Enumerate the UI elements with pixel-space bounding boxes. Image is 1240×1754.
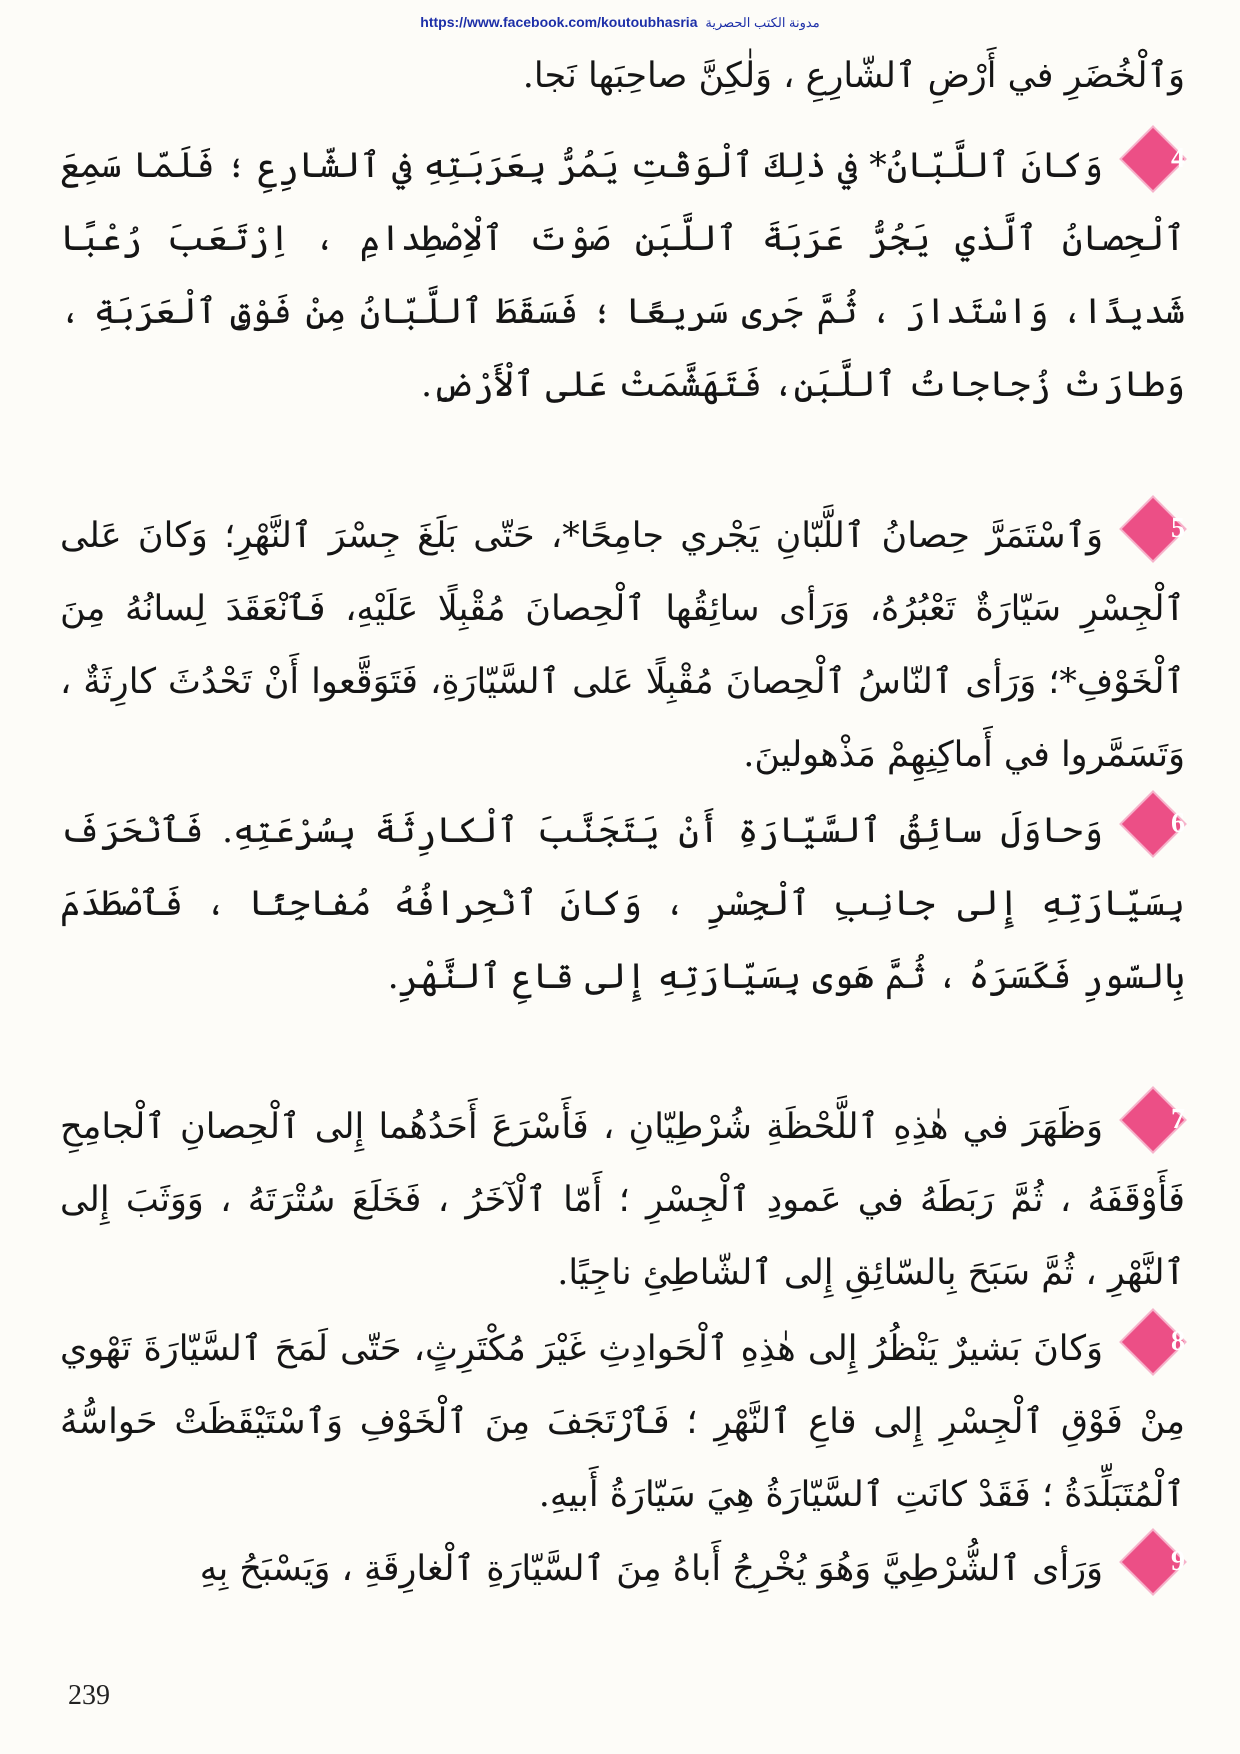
- paragraph-6: [60, 792, 1185, 1014]
- page-number: 239: [68, 1680, 110, 1711]
- paragraph-number: 9: [1171, 1546, 1185, 1577]
- paragraph-number: 4: [1171, 143, 1185, 174]
- paragraph-number-badge: [1121, 497, 1185, 561]
- paragraph-number: 5: [1171, 513, 1185, 544]
- paragraph-text: وَٱسْتَمَرَّ حِصانُ ٱللَّبّانِ يَجْري جامِحًا*، حَتّى بَلَغَ جِسْرَ ٱلنَّهْرِ؛ وَكانَ عَلى ٱلْجِسْرِ سَيّارَةٌ تَعْبُرُهُ، وَرَأى سائِقُها ٱلْحِصانَ مُقْبِلًا عَلَيْهِ، فَٱنْعَقَدَ لِسانُهُ مِنَ ٱلْخَوْفِ*؛ وَرَأى ٱلنّاسُ ٱلْحِصانَ مُقْبِلًا عَلى ٱلسَّيّارَةِ، فَتَوَقَّعوا أَنْ تَحْدُثَ كارِثَةٌ ، وَتَسَمَّروا في أَماكِنِهِمْ مَذْهولينَ.: [60, 516, 1185, 775]
- paragraph-8: [60, 1310, 1185, 1532]
- paragraph-text: وَحاوَلَ سائِقُ ٱلسَّيّارَةِ أَنْ يَتَجَنَّبَ ٱلْكارِثَةَ بِسُرْعَتِهِ. فَٱنْحَرَفَ بِسَيّارَتِهِ إِلى جانِبِ ٱلْجِسْرِ ، وَكانَ ٱنْحِرافُهُ مُفاجِئًا ، فَٱصْطَدَمَ بِالسّورِ فَكَسَرَهُ ، ثُمَّ هَوى بِسَيّارَتِهِ إِلى قاعِ ٱلنَّهْرِ.: [60, 811, 1185, 997]
- paragraph-text: وَظَهَرَ في هٰذِهِ ٱللَّحْظَةِ شُرْطِيّانِ ، فَأَسْرَعَ أَحَدُهُما إِلى ٱلْحِصانِ ٱلْجامِحِ فَأَوْقَفَهُ ، ثُمَّ رَبَطَهُ في عَمودِ ٱلْجِسْرِ ؛ أَمّا ٱلْآخَرُ ، فَخَلَعَ سُتْرَتَهُ ، وَوَثَبَ إِلى ٱلنَّهْرِ ، ثُمَّ سَبَحَ بِالسّائِقِ إِلى ٱلشّاطِئِ ناجِيًا.: [60, 1107, 1185, 1293]
- paragraph-number-badge: [1121, 1530, 1185, 1594]
- paragraph-9: [60, 1530, 1185, 1606]
- paragraph-number-badge: [1121, 1088, 1185, 1152]
- paragraph-7: [60, 1088, 1185, 1310]
- source-url[interactable]: https://www.facebook.com/koutoubhasria: [420, 14, 698, 30]
- paragraph-number: 6: [1171, 808, 1185, 839]
- paragraph-text: وَرَأى ٱلشُّرْطِيَّ وَهُوَ يُخْرِجُ أَباهُ مِنَ ٱلسَّيّارَةِ ٱلْغارِقَةِ ، وَيَسْبَحُ بِهِ: [199, 1549, 1103, 1589]
- paragraph-text: وَٱلْخُضَرِ في أَرْضِ ٱلشّارِعِ ، وَلٰكِنَّ صاحِبَها نَجا.: [522, 56, 1185, 96]
- paragraph-continued: [60, 40, 1185, 113]
- paragraph-4: [60, 127, 1185, 422]
- paragraph-number-badge: [1121, 792, 1185, 856]
- paragraph-5: [60, 497, 1185, 792]
- paragraph-number-badge: [1121, 1310, 1185, 1374]
- paragraph-text: وَكانَ ٱللَّبّانُ* في ذٰلِكَ ٱلْوَقْتِ يَمُرُّ بِعَرَبَتِهِ في ٱلشّارِعِ ؛ فَلَمّا سَمِعَ ٱلْحِصانُ ٱلَّذي يَجُرُّ عَرَبَةَ ٱللَّبَنِ صَوْتَ ٱلْاِصْطِدامِ ، اِرْتَعَبَ رُعْبًا شَديدًا، وَاسْتَدارَ ، ثُمَّ جَرى سَريعًا ؛ فَسَقَطَ ٱللَّبّانُ مِنْ فَوْقِ ٱلْعَرَبَةِ ، وَطارَتْ زُجاجاتُ ٱللَّبَنِ، فَتَهَشَّمَتْ عَلى ٱلْأَرْضِ.: [60, 146, 1185, 405]
- header-link[interactable]: [0, 14, 1240, 31]
- paragraph-text: وَكانَ بَشيرٌ يَنْظُرُ إِلى هٰذِهِ ٱلْحَوادِثِ غَيْرَ مُكْتَرِثٍ، حَتّى لَمَحَ ٱلسَّيّارَةَ تَهْوي مِنْ فَوْقِ ٱلْجِسْرِ إِلى قاعِ ٱلنَّهْرِ ؛ فَٱرْتَجَفَ مِنَ ٱلْخَوْفِ وَٱسْتَيْقَظَتْ حَواسُّهُ ٱلْمُتَبَلِّدَةُ ؛ فَقَدْ كانَتِ ٱلسَّيّارَةُ هِيَ سَيّارَةُ أَبيهِ.: [60, 1329, 1185, 1515]
- paragraph-number-badge: [1121, 127, 1185, 191]
- paragraph-number: 8: [1171, 1326, 1185, 1357]
- blog-name: مدونة الكتب الحصرية: [705, 15, 820, 30]
- paragraph-number: 7: [1171, 1104, 1185, 1135]
